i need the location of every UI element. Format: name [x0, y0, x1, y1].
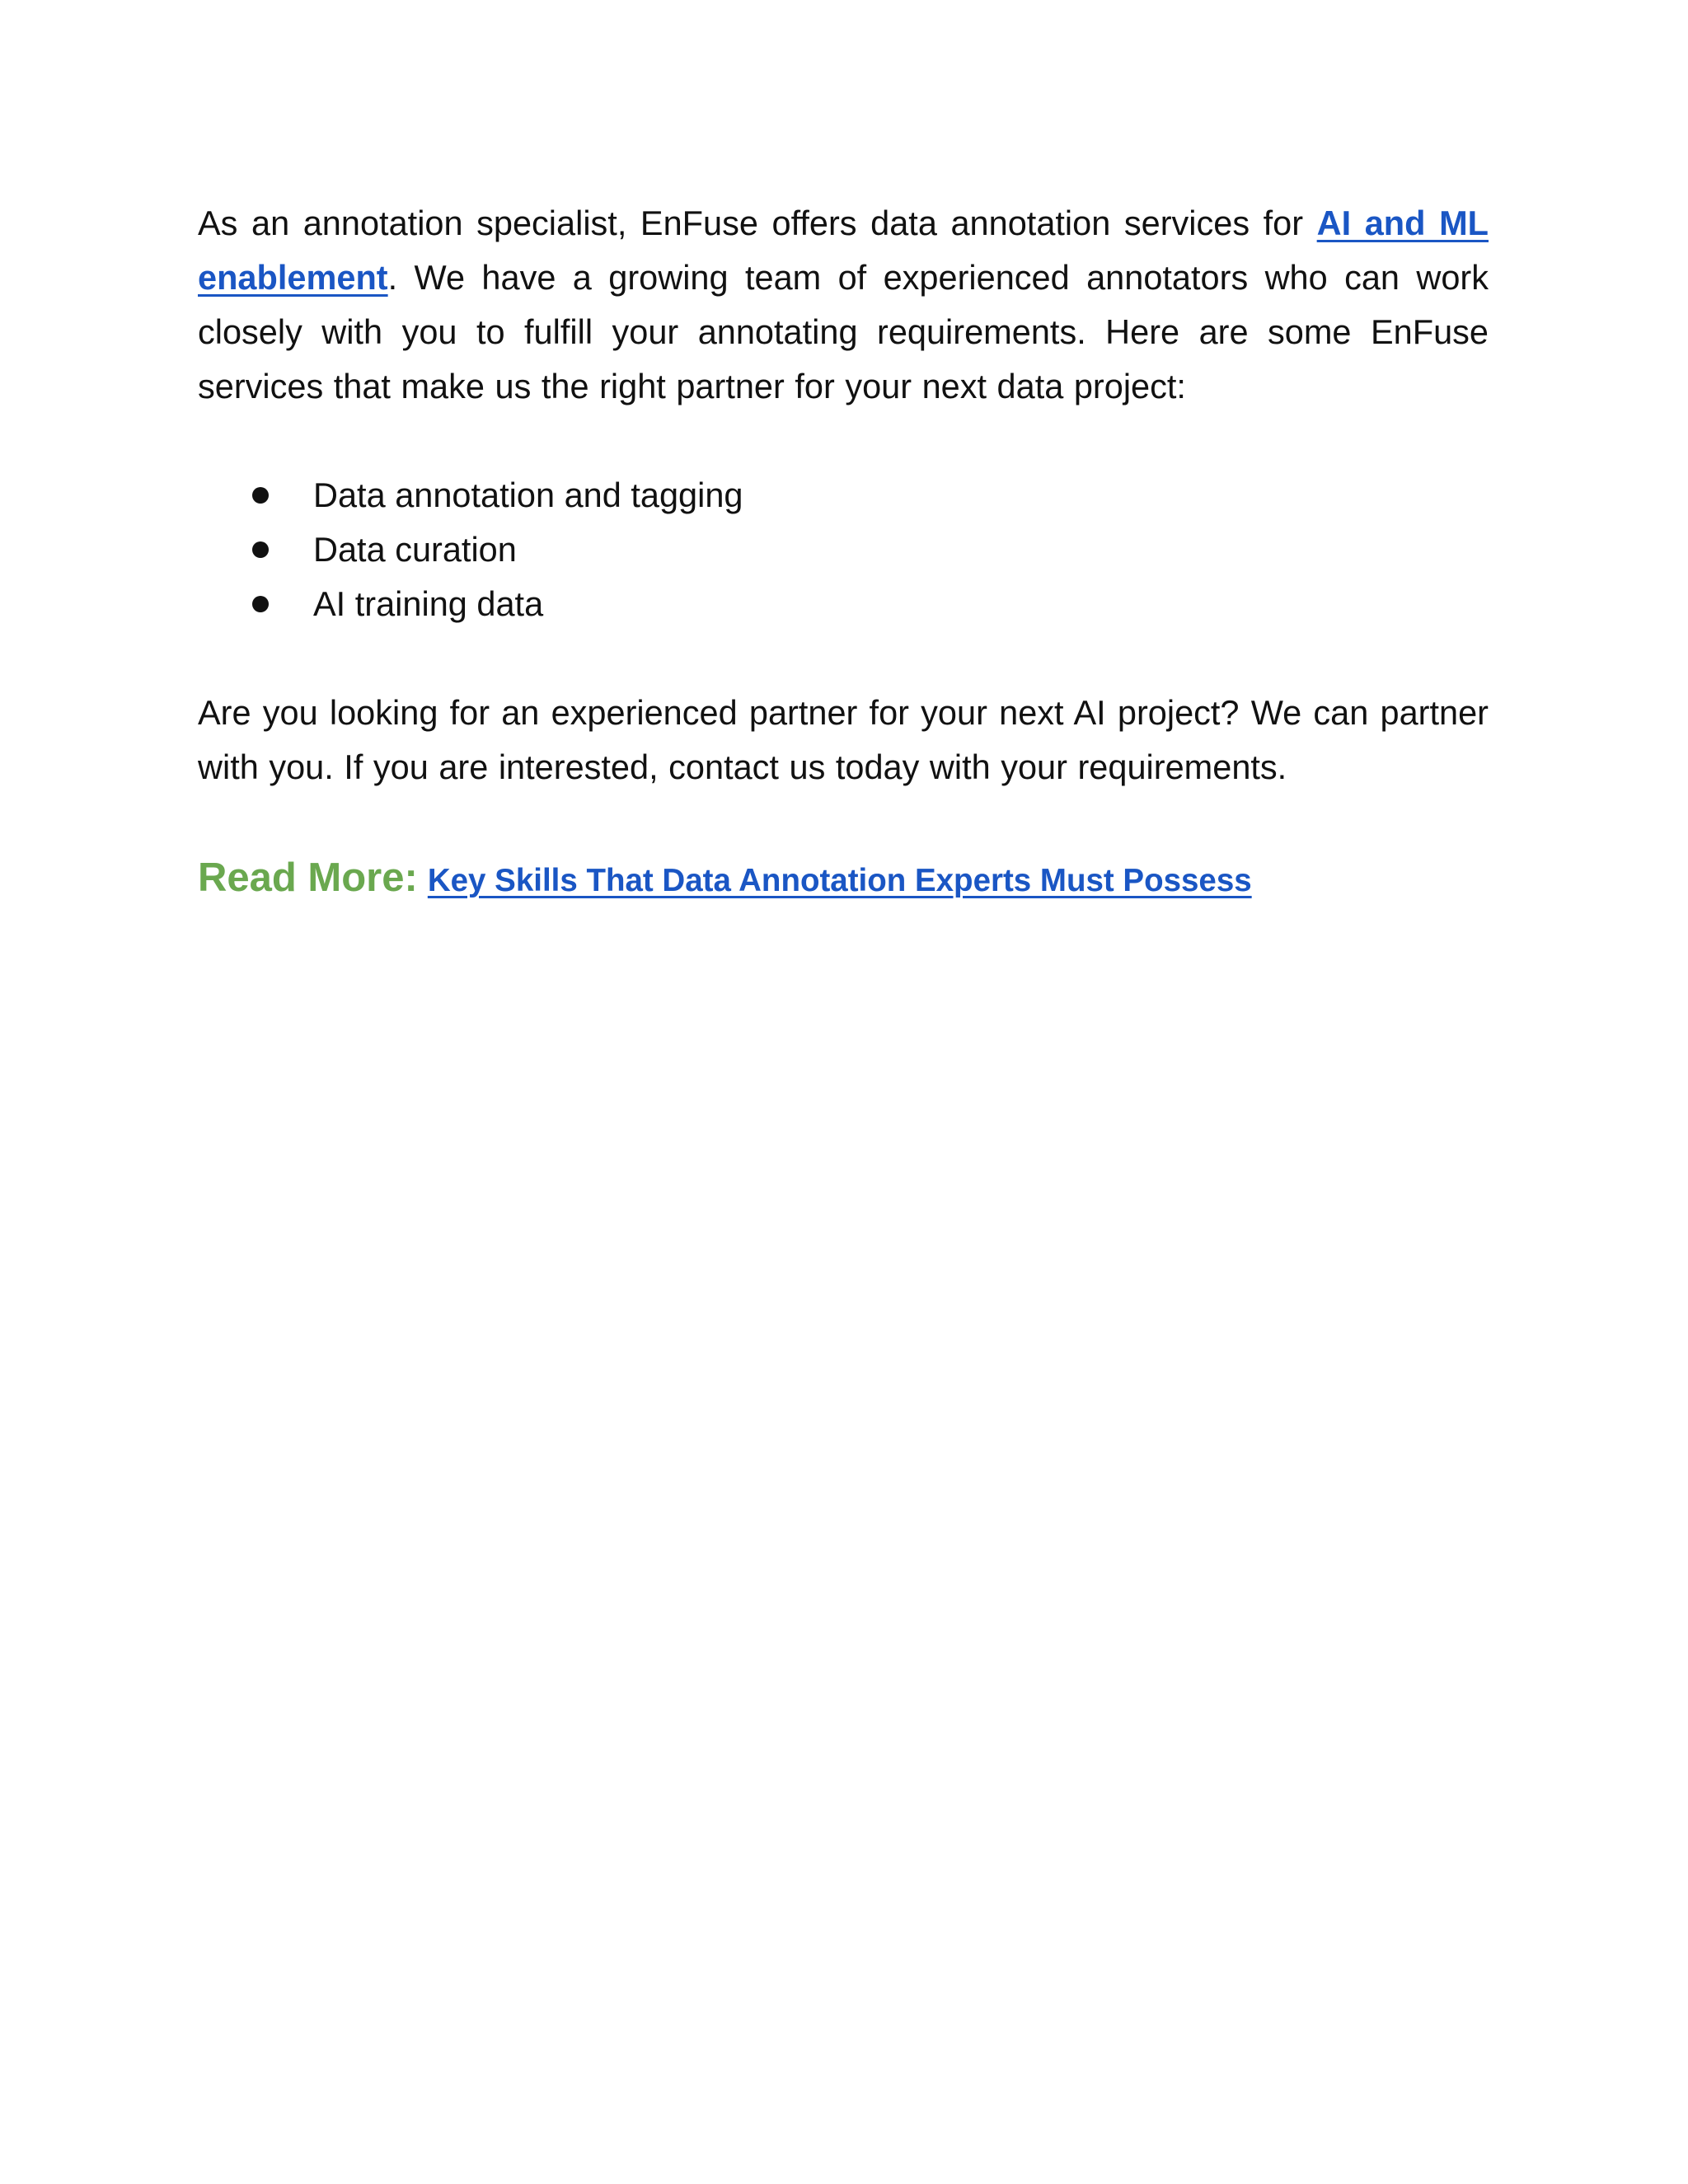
intro-paragraph	[198, 196, 1489, 414]
bullet-icon	[252, 487, 269, 504]
bullet-icon	[252, 541, 269, 558]
list-item	[198, 523, 1489, 577]
intro-text-end: . We have a growing team of experienced annotators who can work closely with you to fulfill your annotating requirements. Here are some EnFuse services that make us the right partner for your next data project:	[198, 258, 1489, 405]
service-label: Data curation	[313, 530, 517, 569]
list-item	[198, 577, 1489, 631]
service-label: AI training data	[313, 584, 544, 623]
read-more-line	[198, 851, 1489, 908]
services-list	[198, 468, 1489, 631]
read-more-label: Read More:	[198, 855, 418, 900]
list-item	[198, 468, 1489, 523]
service-label: Data annotation and tagging	[313, 476, 743, 514]
closing-paragraph: Are you looking for an experienced partner for your next AI project? We can partner with you. If you are interested, contact us today with your requirements.	[198, 693, 1489, 786]
document-page	[198, 196, 1489, 908]
bullet-icon	[252, 596, 269, 612]
intro-text-start: As an annotation specialist, EnFuse offers data annotation services for	[198, 204, 1317, 242]
read-more-link[interactable]: Key Skills That Data Annotation Experts Must Possess	[427, 863, 1252, 898]
ai-ml-enablement-link[interactable]: AI and ML enablement	[198, 204, 1489, 297]
